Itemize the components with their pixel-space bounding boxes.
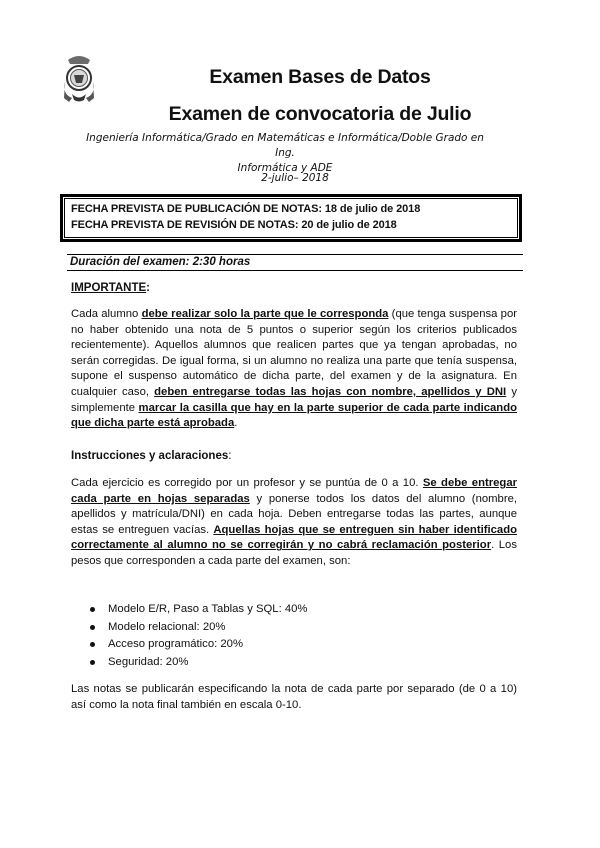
grades-notice-box [64, 198, 518, 238]
important-text-2: (que tenga suspensa por no haber obtenido una nota de 5 puntos o superior según los criterios publicados recientemente). Aquellos alumnos que realicen partes que ya tengan aprobadas, no serán corregidas. De igual forma, si un alumno no realiza una parte que tenía suspensa, supone el suspenso automático de dicha parte, del examen y de la asignatura. En cualquier caso, [71, 308, 517, 398]
exam-title: Examen Bases de Datos [209, 66, 431, 88]
degree-programs-line2: Informática y ADE [237, 162, 333, 174]
instructions-text-1: Cada ejercicio es corregido por un profesor y se puntúa de 0 a 10. [71, 477, 423, 489]
degree-programs-line1: Ingeniería Informática/Grado en Matemáticas e Informática/Doble Grado en Ing. [86, 132, 484, 159]
exam-session-title: Examen de convocatoria de Julio [168, 103, 472, 125]
bullet-icon [90, 625, 95, 630]
instructions-emphasis-1: Se debe entregar cada parte en hojas separadas [71, 477, 517, 505]
important-heading-colon: : [146, 282, 151, 294]
closing-paragraph: Las notas se publicarán especificando la nota de cada parte por separado (de 0 a 10) así como la nota final también en escala 0-10. [71, 683, 517, 711]
important-text-1: Cada alumno [71, 308, 142, 320]
weight-item-text: Modelo E/R, Paso a Tablas y SQL: 40% [108, 603, 308, 615]
important-heading-text: IMPORTANTE [71, 282, 147, 294]
list-item [88, 654, 307, 672]
instructions-text-2: y ponerse todos los datos del alumno (nombre, apellidos y matrícula/DNI) en cada hoja. Deben entregarse todas las partes, aunque estas se entreguen vacías. [71, 492, 518, 536]
exam-date: 2-julio– 2018 [261, 172, 329, 184]
weight-item-text: Seguridad: 20% [108, 655, 189, 668]
exam-weights-list [88, 601, 307, 671]
list-item [88, 636, 307, 654]
bullet-icon [90, 607, 95, 612]
instructions-paragraph [71, 476, 517, 570]
instructions-heading-text: Instrucciones y aclaraciones [71, 450, 229, 462]
important-emphasis-2: deben entregarse todas las hojas con nombre, apellidos y DNI [154, 385, 507, 398]
exam-duration: Duración del examen: 2:30 horas [67, 254, 523, 271]
publication-date-notice: FECHA PREVISTA DE PUBLICACIÓN DE NOTAS: 18 de julio de 2018 [71, 203, 421, 215]
list-item [88, 619, 307, 637]
instructions-heading-colon: : [228, 450, 232, 462]
bullet-icon [90, 642, 95, 647]
important-emphasis-1: debe realizar solo la parte que le corresponda [141, 308, 389, 320]
important-paragraph [71, 307, 517, 432]
important-text-3: y simplemente [71, 385, 517, 414]
weight-item-text: Modelo relacional: 20% [108, 620, 226, 633]
revision-date-notice: FECHA PREVISTA DE REVISIÓN DE NOTAS: 20 de julio de 2018 [71, 219, 397, 231]
important-emphasis-3: marcar la casilla que hay en la parte superior de cada parte indicando que dicha parte está aprobada [71, 401, 518, 430]
instructions-text-3: . Los pesos que corresponden a cada parte del examen, son: [71, 539, 517, 567]
instructions-emphasis-2: Aquellas hojas que se entreguen sin haber identificado correctamente al alumno no se corregirán y no cabrá reclamación posterior [71, 523, 518, 552]
degree-programs [80, 131, 490, 176]
weight-item-text: Acceso programático: 20% [108, 638, 243, 650]
bullet-icon [90, 660, 95, 665]
list-item [88, 601, 307, 619]
instructions-heading [71, 450, 231, 462]
important-text-4: . [234, 417, 238, 430]
important-heading [71, 282, 150, 294]
